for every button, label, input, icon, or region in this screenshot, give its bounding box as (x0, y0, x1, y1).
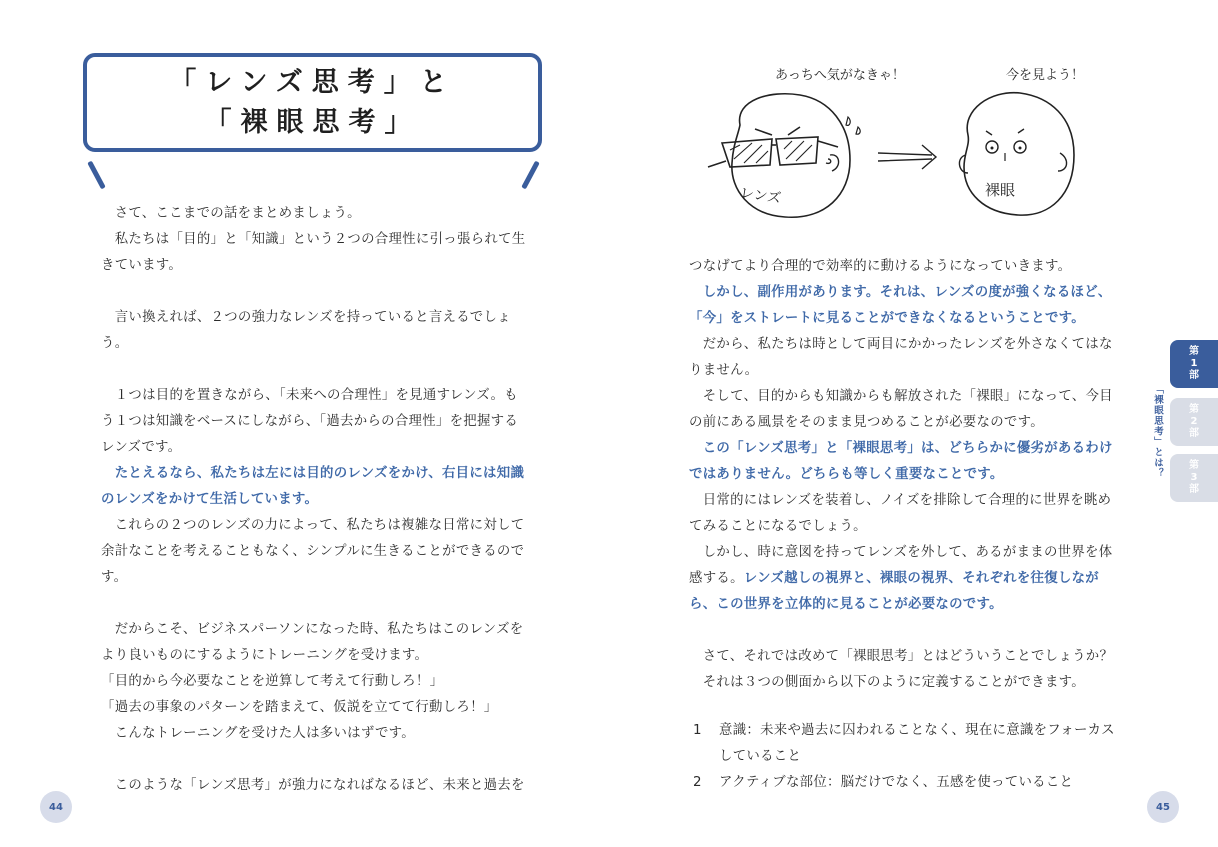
part-2-tab-suffix: 部 (1189, 428, 1199, 439)
left-body-line: より良いものにするようにトレーニングを受けます。 (101, 648, 429, 663)
left-body-line: レンズです。 (101, 440, 182, 455)
part-2-tab-number: 2 (1190, 416, 1198, 427)
part-3-tab-number: 3 (1190, 472, 1198, 483)
part-1-tab-number: 1 (1190, 358, 1198, 369)
left-body-line: １つは目的を置きながら、「未来への合理性」を見通すレンズ。も (101, 388, 518, 403)
right-body-line: りません。 (689, 363, 759, 378)
right-body-line: 「今」をストレートに見ることができなくなるということです。 (689, 311, 1085, 326)
left-body-line: のレンズをかけて生活しています。 (101, 492, 319, 507)
part-2-tab[interactable] (1170, 398, 1218, 446)
left-body-line (101, 591, 529, 617)
svg-text:裸眼: 裸眼 (985, 181, 1016, 199)
svg-text:レンズ: レンズ (738, 185, 783, 207)
title-decoration-left (87, 161, 105, 190)
left-body-line: 「目的から今必要なことを逆算して考えて行動しろ！」 (101, 674, 444, 689)
left-body-line: だからこそ、ビジネスパーソンになった時、私たちはこのレンズを (101, 622, 524, 637)
arrow-right-icon (878, 145, 936, 169)
part-1-tab[interactable] (1170, 340, 1218, 388)
part-3-tab-label: 第 (1189, 460, 1199, 471)
right-body-line: ではありません。どちらも等しく重要なことです。 (689, 467, 1004, 482)
left-body-text (101, 201, 529, 799)
chapter-title-line-2: 「裸眼思考」 (204, 106, 421, 138)
left-body-line: 「過去の事象のパターンを踏まえて、仮説を立てて行動しろ！」 (101, 700, 498, 715)
right-body-line: さて、それでは改めて「裸眼思考」とはどういうことでしょうか？ (689, 649, 1114, 664)
lens-vs-naked-eye-illustration (700, 55, 1120, 235)
left-body-line: 余計なことを考えることもなく、シンプルに生きることができるので (101, 544, 525, 559)
left-body-line: さて、ここまでの話をまとめましょう。 (101, 206, 361, 221)
part-3-tab-suffix: 部 (1189, 484, 1199, 495)
definition-list-item-2: 2 アクティブな部位：脳だけでなく、五感を使っていること (693, 775, 1074, 790)
chapter-title-line-1: 「レンズ思考」と (169, 66, 456, 98)
right-body-line (689, 618, 1117, 644)
left-body-line: す。 (101, 570, 128, 585)
right-body-line: つなげてより合理的で効率的に動けるようになっていきます。 (689, 259, 1072, 274)
left-body-line: これらの２つのレンズの力によって、私たちは複雑な日常に対して (101, 518, 525, 533)
right-body-text (689, 254, 1117, 696)
definition-list-item-1-continued: していること (719, 749, 802, 764)
left-body-line: 言い換えれば、２つの強力なレンズを持っていると言えるでしょ (101, 310, 511, 325)
left-body-line: う１つは知識をベースにしながら、「過去からの合理性」を把握する (101, 414, 519, 429)
page-number-right: 45 (1147, 791, 1179, 823)
left-body-line: たとえるなら、私たちは左には目的のレンズをかけ、右目には知識 (101, 466, 525, 481)
part-1-tab-label: 第 (1189, 346, 1199, 357)
right-body-line: だから、私たちは時として両目にかかったレンズを外さなくてはな (689, 337, 1113, 352)
right-body-line: そして、目的からも知識からも解放された「裸眼」になって、今目 (689, 389, 1113, 404)
sunglasses-icon (722, 137, 838, 167)
svg-text:あっちへ気がなきゃ！: あっちへ気がなきゃ！ (775, 68, 905, 83)
left-body-line: う。 (101, 336, 129, 351)
right-body-line: この「レンズ思考」と「裸眼思考」は、どちらかに優劣があるわけ (689, 441, 1113, 456)
chapter-title-box (83, 53, 542, 152)
left-body-line (101, 747, 529, 773)
part-3-tab[interactable] (1170, 454, 1218, 502)
running-section-label: 「裸眼思考」とは？ (1152, 384, 1163, 479)
part-2-tab-label: 第 (1189, 404, 1199, 415)
right-body-line: それは３つの側面から以下のように定義することができます。 (689, 675, 1085, 690)
page-number-left: 44 (40, 791, 72, 823)
right-body-line: しかし、副作用があります。それは、レンズの度が強くなるほど、 (689, 285, 1112, 300)
definition-list-item-1: 1 意識：未来や過去に囚われることなく、現在に意識をフォーカス (693, 723, 1115, 738)
left-body-line (101, 279, 529, 305)
left-body-line: このような「レンズ思考」が強力になればなるほど、未来と過去を (101, 778, 525, 793)
right-body-line: 感する。レンズ越しの視界と、裸眼の視界、それぞれを往復しなが (689, 571, 1099, 586)
left-body-line: こんなトレーニングを受けた人は多いはずです。 (101, 726, 415, 741)
title-decoration-right (521, 161, 539, 190)
right-body-line: しかし、時に意図を持ってレンズを外して、あるがままの世界を体 (689, 545, 1113, 560)
right-body-line: の前にある風景をそのまま見つめることが必要なのです。 (689, 415, 1044, 430)
left-body-line: 私たちは「目的」と「知識」という２つの合理性に引っ張られて生 (101, 232, 526, 247)
part-1-tab-suffix: 部 (1189, 370, 1199, 381)
svg-text:今を見よう！: 今を見よう！ (1006, 68, 1085, 83)
right-body-line: てみることになるでしょう。 (689, 519, 867, 534)
right-body-line: ら、この世界を立体的に見ることが必要なのです。 (689, 597, 1003, 612)
left-body-line (101, 357, 529, 383)
left-body-line: きています。 (101, 258, 183, 273)
right-body-line: 日常的にはレンズを装着し、ノイズを排除して合理的に世界を眺め (689, 493, 1112, 508)
